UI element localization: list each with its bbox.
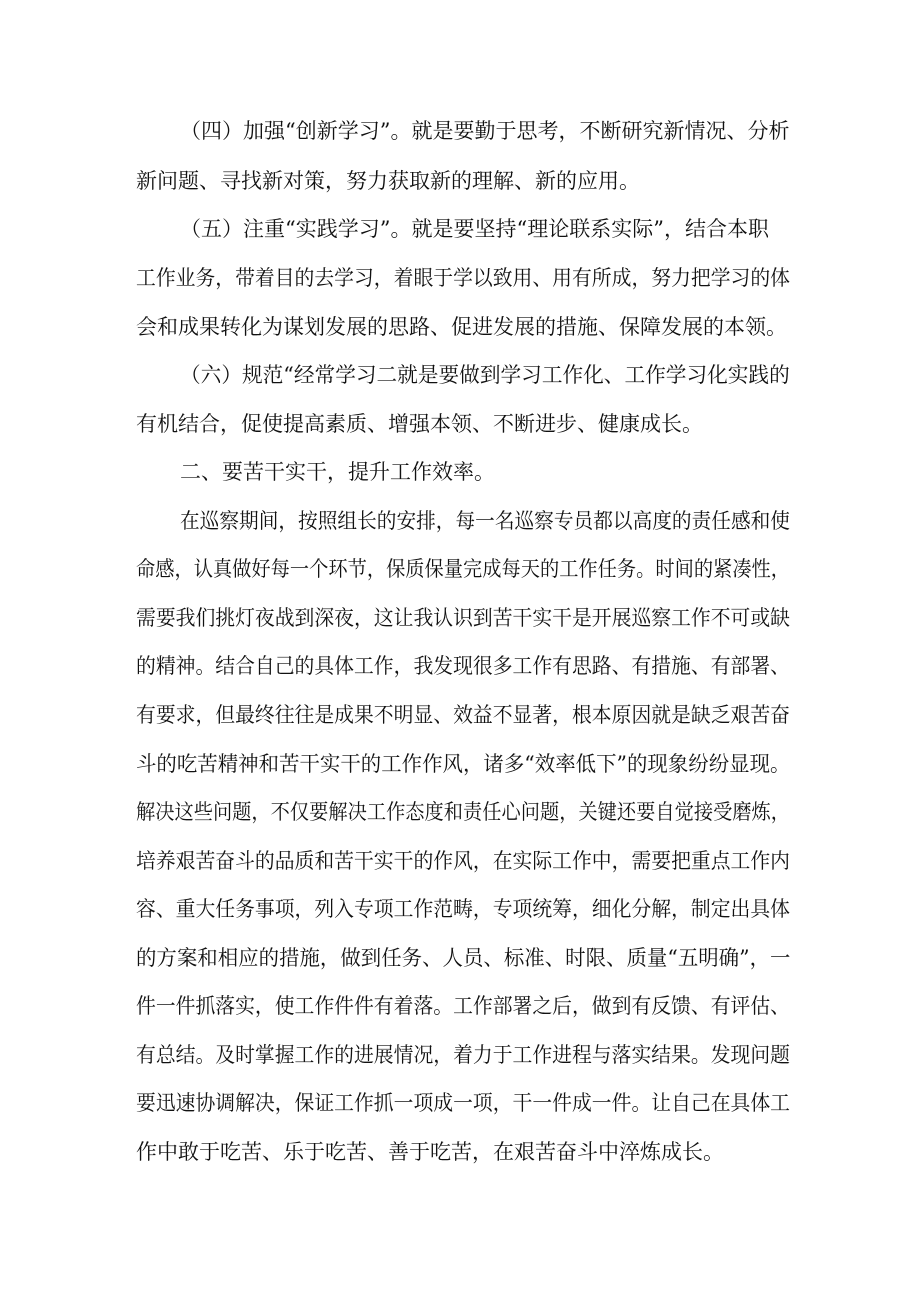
text-line: 培养艰苦奋斗的品质和苦干实干的作风，在实际工作中，需要把重点工作内 <box>136 849 790 873</box>
text-line: 会和成果转化为谋划发展的思路、促进发展的措施、保障发展的本领。 <box>136 315 787 339</box>
text-line: （五）注重“实践学习”。就是要坚持“理论联系实际”，结合本职 <box>180 217 769 241</box>
text-line: （六）规范“经常学习二就是要做到学习工作化、工作学习化实践的 <box>180 363 790 387</box>
text-line: 新问题、寻找新对策，努力获取新的理解、新的应用。 <box>136 169 640 193</box>
text-line: 在巡察期间，按照组长的安排，每一名巡察专员都以高度的责任感和使 <box>180 509 790 533</box>
text-line: 解决这些问题，不仅要解决工作态度和责任心问题，关键还要自觉接受磨炼， <box>136 800 791 824</box>
text-line: 要迅速协调解决，保证工作抓一项成一项，干一件成一件。让自己在具体工 <box>136 1091 790 1115</box>
text-line: 有总结。及时掌握工作的进展情况，着力于工作进程与落实结果。发现问题 <box>136 1043 790 1067</box>
text-line: 容、重大任务事项，列入专项工作范畴，专项统筹，细化分解，制定出具体 <box>136 897 790 921</box>
section-heading: 二、要苦干实干，提升工作效率。 <box>180 460 495 484</box>
text-line: 作中敢于吃苦、乐于吃苦、善于吃苦，在艰苦奋斗中淬炼成长。 <box>136 1140 724 1164</box>
text-line: 有机结合，促使提高素质、增强本领、不断进步、健康成长。 <box>136 412 703 436</box>
text-line: 件一件抓落实，使工作件件有着落。工作部署之后，做到有反馈、有评估、 <box>136 994 790 1018</box>
text-line: 需要我们挑灯夜战到深夜，这让我认识到苦干实干是开展巡察工作不可或缺 <box>136 606 790 630</box>
text-line: （四）加强“创新学习”。就是要勤于思考，不断研究新情况、分析 <box>180 119 790 143</box>
text-line: 的精神。结合自己的具体工作，我发现很多工作有思路、有措施、有部署、 <box>136 654 790 678</box>
text-line: 的方案和相应的措施，做到任务、人员、标准、时限、质量“五明确”，一 <box>136 946 791 970</box>
text-line: 工作业务，带着目的去学习，着眼于学以致用、用有所成，努力把学习的体 <box>136 266 790 290</box>
text-line: 斗的吃苦精神和苦干实干的工作作风，诸多“效率低下”的现象纷纷显现。 <box>136 752 791 776</box>
text-line: 有要求，但最终往往是成果不明显、效益不显著，根本原因就是缺乏艰苦奋 <box>136 703 790 727</box>
text-line: 命感，认真做好每一个环节，保质保量完成每天的工作任务。时间的紧凑性， <box>136 557 791 581</box>
